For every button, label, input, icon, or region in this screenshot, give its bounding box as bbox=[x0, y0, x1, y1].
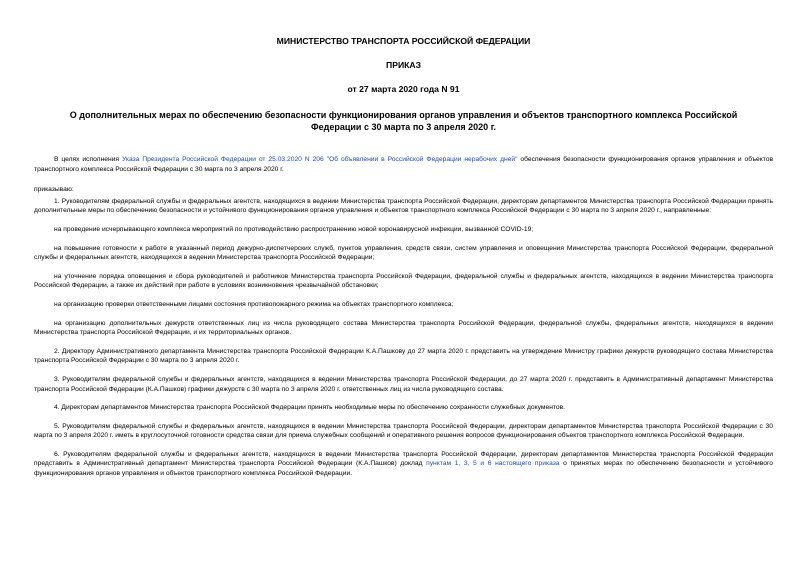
preamble-text-end: обеспечения безопасности функционирования органов управления и объектов транспортного комплекса Российской Федерации с 30 марта по 3 апреля 2020 г. bbox=[34, 156, 773, 173]
sub-item-notification: на уточнение порядка оповещения и сбора руководителей и работников Министерства транспорта Российской Федерации, федеральной службы и федеральных агентств, находящихся в ведении Министерства транспорта Российской Федерации, а также их действий при работе в условиях возникновения чрезвычайной обстановки; bbox=[34, 272, 773, 290]
sub-item-fire-safety: на организацию проверки ответственными лицами состояния противопожарного режима на объектах транспортного комплекса; bbox=[54, 300, 454, 308]
decree-link[interactable]: Указа Президента Российской Федерации от 25.03.2020 N 206 "Об объявлении в Российской Федерации нерабочих дней" bbox=[121, 156, 518, 163]
document-title: О дополнительных мерах по обеспечению безопасности функционирования органов управления и объектов транспортного комплекса Российской Федерации с 30 марта по 3 апреля 2020 г. bbox=[69, 110, 738, 132]
document-date: от 27 марта 2020 года N 91 bbox=[347, 84, 460, 94]
item-1: 1. Руководителям федеральной службы и федеральных агентств, находящихся в ведении Министерства транспорта Российской Федерации, директорам департаментов Министерства транспорта Российской Федерации принять дополнительные меры по обеспечению безопасности и устойчивого функционирования органов управления и объектов транспортного комплекса Российской Федерации с 30 марта по 3 апреля 2020 г., направленные: bbox=[34, 197, 773, 215]
document-type: ПРИКАЗ bbox=[386, 60, 421, 70]
order-word: приказываю: bbox=[34, 186, 74, 194]
item-3: 3. Руководителям федеральной службы и федеральных агентств, находящихся в ведении Министерства транспорта Российской Федерации, до 27 марта 2020 г. представить в Административный департамент Министерства транспорта Российской Федерации (К.А.Пашков) графики дежурств с 30 марта по 3 апреля 2020 г. ответственных лиц из числа руководящего состава. bbox=[34, 375, 773, 393]
preamble-paragraph bbox=[34, 155, 773, 174]
sub-item-duty: на организацию дополнительных дежурств ответственных лиц из числа руководящего состава Министерства транспорта Российской Федерации, федеральной службы, федеральных агентств, находящихся в ведении Министерства транспорта Российской Федерации, и их территориальных органов. bbox=[34, 319, 773, 337]
item-4: 4. Директорам департаментов Министерства транспорта Российской Федерации принять необходимые меры по обеспечению сохранности служебных документов. bbox=[54, 404, 566, 412]
sub-item-readiness: на повышение готовности к работе в указанный период дежурно-диспетчерских служб, пунктов управления, средств связи, систем управления и оповещения Министерства транспорта Российской Федерации, федеральной службы и федеральных агентств, находящихся в ведении Министерства транспорта Российской Федерации; bbox=[34, 244, 773, 262]
item-2: 2. Директору Административного департамента Министерства транспорта Российской Федерации К.А.Пашкову до 27 марта 2020 г. представить на утверждение Министру графики дежурств руководящего состава Министерства транспорта Российской Федерации с 30 марта по 3 апреля 2020 г. bbox=[34, 347, 773, 365]
item-6-text-end: о принятых мерах по обеспечению безопасности и устойчивого функционирования органов управления и объектов транспортного комплекса Российской Федерации. bbox=[34, 460, 773, 478]
preamble-text-start: В целях исполнения bbox=[54, 156, 122, 163]
sub-item-covid: на проведение исчерпывающего комплекса мероприятий по противодействию распространению новой коронавирусной инфекции, вызванной COVID-19; bbox=[54, 225, 534, 233]
item-6-text-start: 6. Руководителям федеральной службы и федеральных агентств, находящихся в ведении Министерства транспорта Российской Федерации, директорам департаментов Министерства транспорта Российской Федерации представить в Административный департамент Министерства транспорта Российской Федерации (К.А.Пашков) доклад bbox=[34, 450, 773, 468]
ministry-heading: МИНИСТЕРСТВО ТРАНСПОРТА РОССИЙСКОЙ ФЕДЕРАЦИИ bbox=[276, 36, 531, 46]
item-6 bbox=[34, 450, 773, 479]
item-5: 5. Руководителям федеральной службы и федеральных агентств, находящихся в ведении Министерства транспорта Российской Федерации, директорам департаментов Министерства транспорта Российской Федерации с 30 марта по 3 апреля 2020 г. иметь в круглосуточной готовности средства связи для приема служебных сообщений и оперативного решения вопросов функционирования объектов транспортного комплекса Российской Федерации. bbox=[34, 422, 773, 440]
clauses-link[interactable]: пунктам 1, 3, 5 и 6 настоящего приказа bbox=[426, 460, 560, 468]
